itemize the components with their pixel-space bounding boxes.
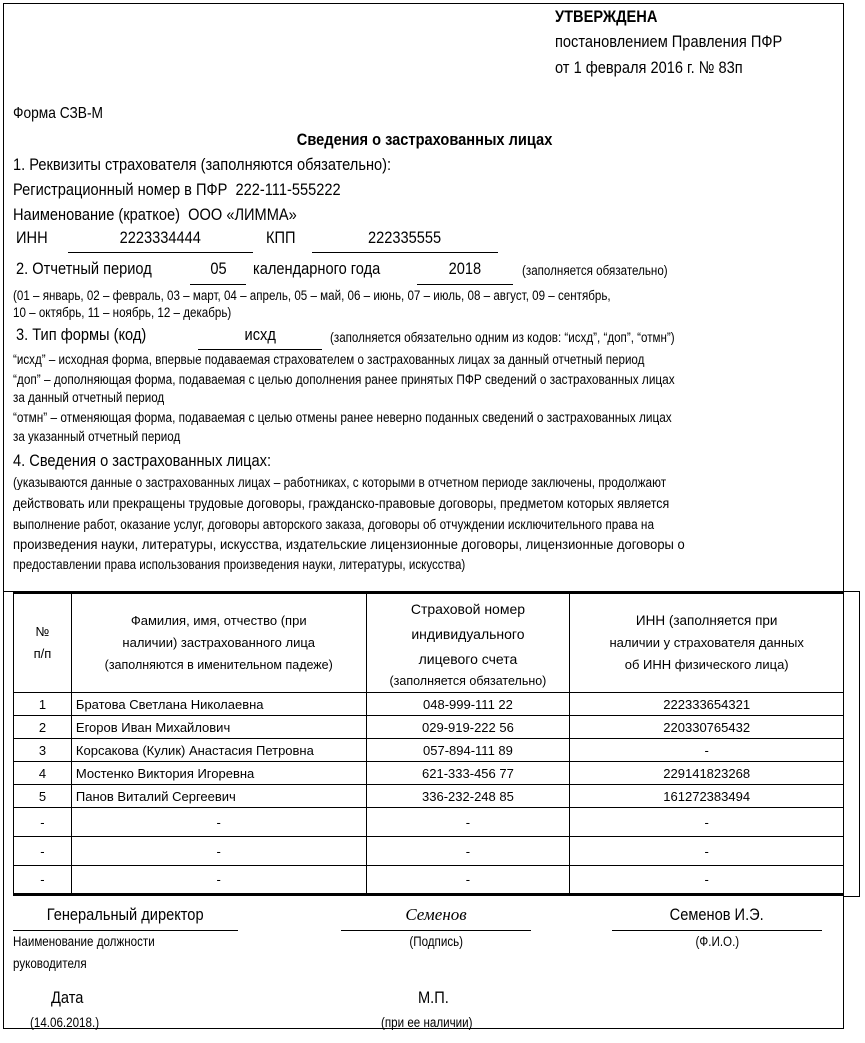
cell-inn: -	[570, 866, 844, 895]
kpp-field[interactable]: 222335555	[368, 228, 442, 247]
cell-inn: 229141823268	[570, 762, 844, 785]
frame-right-outer	[859, 591, 860, 897]
signature-underline	[341, 930, 531, 931]
inn-underline	[68, 252, 253, 253]
table-header-row	[14, 593, 844, 693]
reg-number-label: Регистрационный номер в ПФР	[13, 180, 228, 199]
table-row	[14, 762, 844, 785]
cell-fio: -	[71, 808, 366, 837]
date-label: Дата	[51, 988, 84, 1007]
cell-snils: -	[366, 837, 570, 866]
frame-right-outer-bottom	[843, 896, 860, 897]
inn-label: ИНН	[16, 228, 48, 247]
header-snils: Страховой номер индивидуального лицевого счета (заполняется обязательно)	[366, 593, 570, 693]
frame-left-inner	[3, 591, 13, 592]
cell-fio: Панов Виталий Сергеевич	[71, 785, 366, 808]
signature-caption: (Подпись)	[409, 934, 463, 949]
cell-snils: 048-999-111 22	[366, 693, 570, 716]
table-row	[14, 716, 844, 739]
header-inn: ИНН (заполняется при наличии у страхователя данных об ИНН физического лица)	[570, 593, 844, 693]
type-field[interactable]: исхд	[244, 325, 276, 344]
table-row-empty	[14, 808, 844, 837]
period-note: (заполняется обязательно)	[522, 263, 668, 278]
section4-desc-1: (указываются данные о застрахованных лицах – работниках, с которыми в отчетном периоде заключены, продолжают	[13, 475, 667, 490]
position-underline	[13, 930, 238, 931]
insured-persons-table	[13, 591, 844, 896]
cell-snils: -	[366, 866, 570, 895]
fio-caption: (Ф.И.О.)	[695, 934, 739, 949]
cell-fio: -	[71, 866, 366, 895]
year-field[interactable]: 2018	[448, 259, 482, 278]
reg-number-row	[13, 180, 394, 200]
year-underline	[417, 284, 513, 285]
desc-otmn-1: “отмн” – отменяющая форма, подаваемая с целью отмены ранее неверно поданных сведений о застрахованных лицах	[13, 410, 672, 425]
section1-heading: 1. Реквизиты страхователя (заполняются обязательно):	[13, 155, 392, 174]
cell-fio: Корсакова (Кулик) Анастасия Петровна	[71, 739, 366, 762]
cell-snils: 336-232-248 85	[366, 785, 570, 808]
cell-num: -	[14, 808, 72, 837]
position-caption-1: Наименование должности	[13, 934, 155, 949]
inn-field[interactable]: 2223334444	[119, 228, 202, 247]
header-fio: Фамилия, имя, отчество (при наличии) застрахованного лица (заполняются в именительном падеже)	[71, 593, 366, 693]
section4-heading: 4. Сведения о застрахованных лицах:	[13, 451, 272, 470]
table-row	[14, 739, 844, 762]
section4-desc-3: выполнение работ, оказание услуг, договоры авторского заказа, договоры об отчуждении исключительного права на	[13, 517, 655, 532]
cell-inn: 220330765432	[570, 716, 844, 739]
section4-desc-2: действовать или прекращены трудовые договоры, гражданско-правовые договоры, предметом которых является	[13, 496, 670, 511]
approval-line-1: постановлением Правления ПФР	[555, 32, 783, 51]
position-field[interactable]: Генеральный директор	[47, 905, 204, 924]
cell-inn: -	[570, 837, 844, 866]
name-label: Наименование (краткое)	[13, 205, 181, 224]
cell-num: 1	[14, 693, 72, 716]
type-note: (заполняется обязательно одним из кодов: “исхд”, “доп”, “отмн”)	[330, 330, 675, 345]
table-row	[14, 785, 844, 808]
months-line-1: (01 – январь, 02 – февраль, 03 – март, 04 – апрель, 05 – май, 06 – июнь, 07 – июль, 08 – август, 09 – сентябрь,	[13, 288, 611, 303]
year-label: календарного года	[253, 259, 381, 278]
table-row	[14, 693, 844, 716]
date-value[interactable]: (14.06.2018.)	[30, 1015, 100, 1030]
name-value: ООО «ЛИММА»	[188, 205, 297, 224]
form-name: Форма СЗВ-М	[13, 105, 104, 122]
section4-desc-4: произведения науки, литературы, искусства, издательские лицензионные договоры, лицензионные договоры о	[13, 537, 685, 552]
section4-desc-5: предоставлении права использования произведения науки, литературы, искусства)	[13, 557, 466, 572]
cell-fio: Мостенко Виктория Игоревна	[71, 762, 366, 785]
position-caption-2: руководителя	[13, 956, 87, 971]
frame-right-outer-top	[843, 591, 860, 592]
period-label: 2. Отчетный период	[16, 259, 152, 278]
type-label: 3. Тип формы (код)	[16, 325, 147, 344]
stamp-caption: (при ее наличии)	[381, 1015, 473, 1030]
cell-inn: -	[570, 739, 844, 762]
stamp-label: М.П.	[418, 988, 449, 1007]
table-row-empty	[14, 837, 844, 866]
document-title: Сведения о застрахованных лицах	[297, 130, 553, 149]
desc-ishd: “исхд” – исходная форма, впервые подаваемая страхователем о застрахованных лицах за данный отчетный период	[13, 352, 645, 367]
cell-snils: -	[366, 808, 570, 837]
desc-otmn-2: за указанный отчетный период	[13, 429, 181, 444]
cell-num: 2	[14, 716, 72, 739]
frame-left	[3, 3, 4, 1029]
approval-line-2: от 1 февраля 2016 г. № 83п	[555, 58, 743, 77]
desc-dop-1: “доп” – дополняющая форма, подаваемая с целью дополнения ранее принятых ПФР сведений о застрахованных лицах	[13, 372, 675, 387]
cell-inn: -	[570, 808, 844, 837]
months-line-2: 10 – октябрь, 11 – ноябрь, 12 – декабрь)	[13, 305, 232, 320]
table-row-empty	[14, 866, 844, 895]
cell-fio: Братова Светлана Николаевна	[71, 693, 366, 716]
cell-fio: Егоров Иван Михайлович	[71, 716, 366, 739]
desc-dop-2: за данный отчетный период	[13, 390, 165, 405]
cell-snils: 057-894-111 89	[366, 739, 570, 762]
cell-fio: -	[71, 837, 366, 866]
period-field[interactable]: 05	[209, 259, 227, 278]
name-row	[13, 205, 343, 225]
type-underline	[198, 349, 322, 350]
fio-underline	[612, 930, 822, 931]
cell-num: -	[14, 866, 72, 895]
header-num: № п/п	[14, 593, 72, 693]
cell-inn: 222333654321	[570, 693, 844, 716]
cell-inn: 161272383494	[570, 785, 844, 808]
kpp-label: КПП	[266, 228, 296, 247]
cell-snils: 029-919-222 56	[366, 716, 570, 739]
kpp-underline	[312, 252, 498, 253]
fio-field[interactable]: Семенов И.Э.	[669, 905, 765, 924]
approval-title: УТВЕРЖДЕНА	[555, 7, 658, 26]
period-underline	[190, 284, 246, 285]
frame-top	[3, 3, 844, 4]
cell-num: 3	[14, 739, 72, 762]
cell-snils: 621-333-456 77	[366, 762, 570, 785]
signature-field[interactable]: Семенов	[405, 905, 467, 924]
reg-number-value: 222-111-555222	[235, 180, 341, 199]
cell-num: -	[14, 837, 72, 866]
cell-num: 4	[14, 762, 72, 785]
cell-num: 5	[14, 785, 72, 808]
